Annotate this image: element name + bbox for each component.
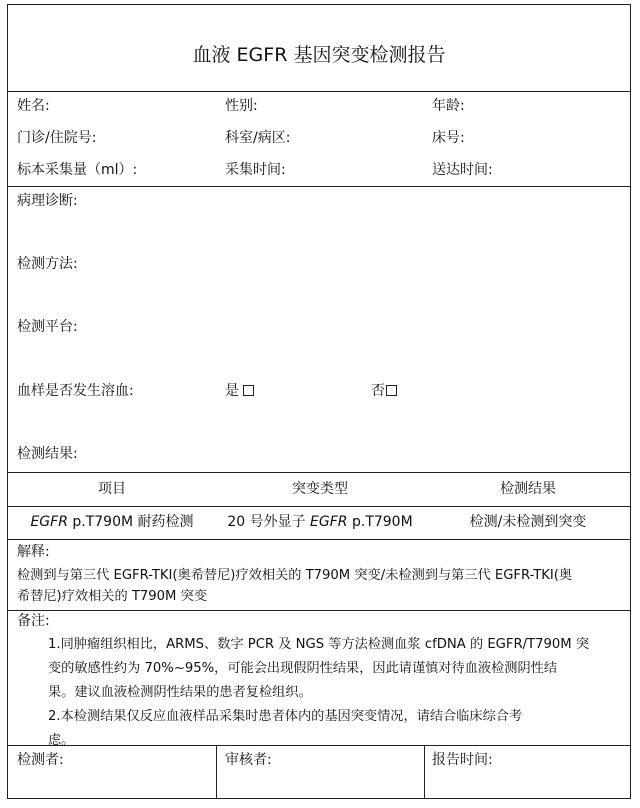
gender-label: 性别: <box>225 98 258 114</box>
table-header-type: 突变类型 <box>292 481 348 497</box>
gene-name: EGFR <box>310 514 348 530</box>
department-label: 科室/病区: <box>225 130 291 146</box>
name-label: 姓名: <box>17 98 50 114</box>
gene-name: EGFR <box>30 514 68 530</box>
report-time-label: 报告时间: <box>432 752 493 768</box>
note-line: 果。建议血液检测阴性结果的患者复检组织。 <box>48 685 312 700</box>
pathology-label: 病理诊断: <box>17 193 78 209</box>
method-label: 检测方法: <box>17 256 78 272</box>
bed-number-label: 床号: <box>432 130 465 146</box>
table-header-item: 项目 <box>98 481 126 497</box>
table-cell-item <box>8 513 216 531</box>
divider <box>8 472 630 473</box>
collect-time-label: 采集时间: <box>225 162 286 178</box>
report-title: 血液 EGFR 基因突变检测报告 <box>192 44 446 66</box>
note-line: 1.同肿瘤组织相比，ARMS、数字 PCR 及 NGS 等方法检测血浆 cfDNA 的 EGFR/T790M 突 <box>48 637 590 652</box>
interpretation-label: 解释: <box>17 544 50 560</box>
table-cell-type <box>216 513 424 531</box>
platform-label: 检测平台: <box>17 319 78 335</box>
hemolysis-label: 血样是否发生溶血: <box>17 383 134 399</box>
clinic-number-label: 门诊/住院号: <box>17 130 97 146</box>
hemolysis-no-label: 否 <box>371 383 385 399</box>
hemolysis-yes-label: 是 <box>225 383 239 399</box>
divider <box>8 186 630 187</box>
divider <box>8 539 630 540</box>
deliver-time-label: 送达时间: <box>432 162 493 178</box>
hemolysis-yes-option[interactable] <box>225 382 254 400</box>
type-text: p.T790M <box>347 514 413 530</box>
table-header-result: 检测结果 <box>500 481 556 497</box>
divider <box>8 610 630 611</box>
report-frame <box>7 4 631 799</box>
checkbox-no[interactable] <box>386 385 397 396</box>
reviewer-label: 审核者: <box>225 752 272 768</box>
divider <box>8 506 630 507</box>
age-label: 年龄: <box>432 98 465 114</box>
sample-volume-label: 标本采集量（ml）: <box>17 162 138 178</box>
divider <box>216 745 217 798</box>
notes-label: 备注: <box>17 613 50 629</box>
interpretation-line: 检测到与第三代 EGFR-TKI(奥希替尼)疗效相关的 T790M 突变/未检测到与第三代 EGFR-TKI(奥 <box>17 568 573 583</box>
checkbox-yes[interactable] <box>243 385 254 396</box>
note-line: 2.本检测结果仅反应血液样品采集时患者体内的基因突变情况，请结合临床综合考 <box>48 709 523 724</box>
table-cell-result: 检测/未检测到突变 <box>469 514 587 530</box>
tester-label: 检测者: <box>17 752 64 768</box>
divider <box>8 91 630 92</box>
item-text: p.T790M 耐药检测 <box>67 514 194 530</box>
type-prefix: 20 号外显子 <box>227 514 311 530</box>
divider <box>8 745 630 746</box>
interpretation-line: 希替尼)疗效相关的 T790M 突变 <box>17 589 208 604</box>
hemolysis-no-option[interactable] <box>371 382 397 400</box>
divider <box>424 745 425 798</box>
note-line: 变的敏感性约为 70%~95%，可能会出现假阴性结果，因此请谨慎对待血液检测阴性结 <box>48 661 558 676</box>
result-label: 检测结果: <box>17 446 78 462</box>
note-line: 虑。 <box>48 733 75 748</box>
